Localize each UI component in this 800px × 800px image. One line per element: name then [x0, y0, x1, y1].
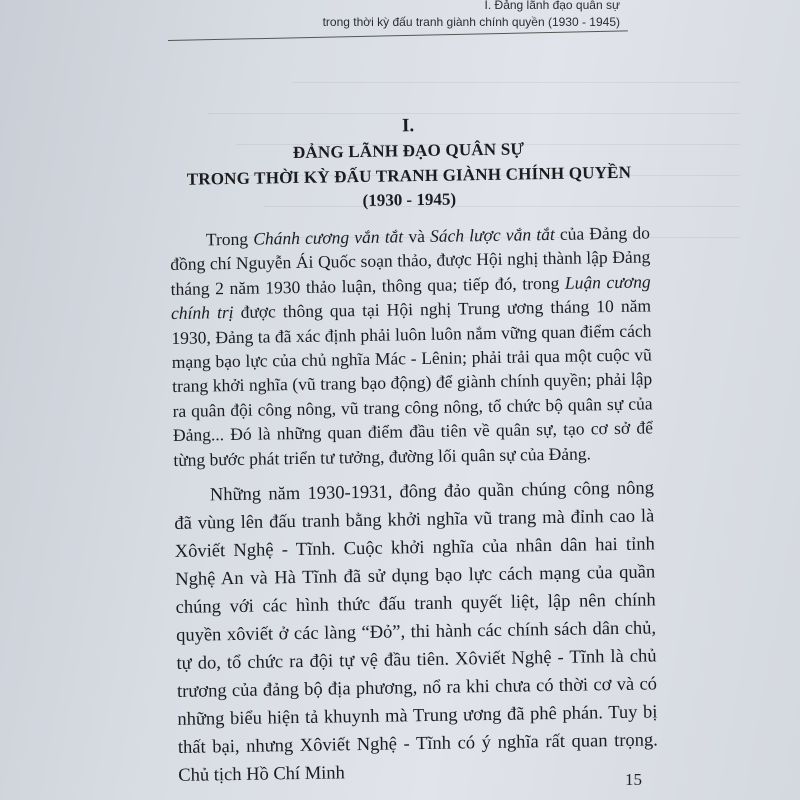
p1-text-3: của Đảng do đồng chí Nguyễn Ái Quốc soạn thảo, được Hội nghị thành lập Đảng tháng 2 năm 1930 thảo luận, thông qua; tiếp đó, trong [170, 222, 651, 299]
page-content [168, 110, 658, 790]
running-head-line1: I. Đảng lãnh đạo quân sự [484, 0, 620, 12]
paragraph-2: Những năm 1930-1931, đông đảo quần chúng công nông đã vùng lên đấu tranh bằng khởi nghĩa vũ trang mà đỉnh cao là Xôviết Nghệ - Tĩnh. Cuộc khởi nghĩa của nhân dân hai tỉnh Nghệ An và Hà Tĩnh đã sử dụng bạo lực cách mạng của quần chúng với các hình thức đấu tranh quyết liệt, lập nên chính quyền xôviết ở các làng “Đỏ”, thi hành các chính sách dân chủ, tự do, tổ chức ra đội tự vệ đầu tiên. Xôviết Nghệ - Tĩnh là chủ trương của đảng bộ địa phương, nổ ra khi chưa có thời cơ và có những biểu hiện tả khuynh mà Trung ương đã phê phán. Tuy bị thất bại, nhưng Xôviết Nghệ - Tĩnh có ý nghĩa rất quan trọng. Chủ tịch Hồ Chí Minh [174, 478, 658, 786]
p1-italic-1: Chánh cương vắn tắt [253, 226, 404, 249]
chapter-number: I. [401, 115, 415, 137]
chapter-title-line2: TRONG THỜI KỲ ĐẤU TRANH GIÀNH CHÍNH QUYỀN [186, 162, 632, 189]
page-number: 15 [625, 770, 642, 789]
p1-italic-3: Luận cương chính trị [170, 271, 651, 324]
running-head [323, 0, 620, 30]
p1-text-2: và [403, 225, 431, 247]
running-head-line2: trong thời kỳ đấu tranh giành chính quyền (1930 - 1945) [322, 15, 620, 29]
chapter-dates: (1930 - 1945) [362, 189, 457, 210]
p1-text-1: Trong [205, 228, 254, 250]
header-rule [168, 30, 628, 41]
p1-italic-2: Sách lược vắn tắt [429, 223, 555, 246]
paragraph-1 [170, 220, 654, 472]
p1-text-4: được thông qua tại Hội nghị Trung ương tháng 10 năm 1930, Đảng ta đã xác định phải luôn luôn nắm vững quan điểm cách mạng bạo lực của chủ nghĩa Mác - Lênin; phải trải qua một cuộc vũ trang khởi nghĩa (vũ trang bạo động) để giành chính quyền; phải lập ra quân đội công nông, vũ trang công nông, tổ chức bộ quân sự của Đảng... Đó là những quan điểm đầu tiên về quân sự, tạo cơ sở để từng bước phát triển tư tưởng, đường lối quân sự của Đảng. [171, 295, 654, 470]
chapter-title-line1: ĐẢNG LÃNH ĐẠO QUÂN SỰ [292, 139, 525, 163]
